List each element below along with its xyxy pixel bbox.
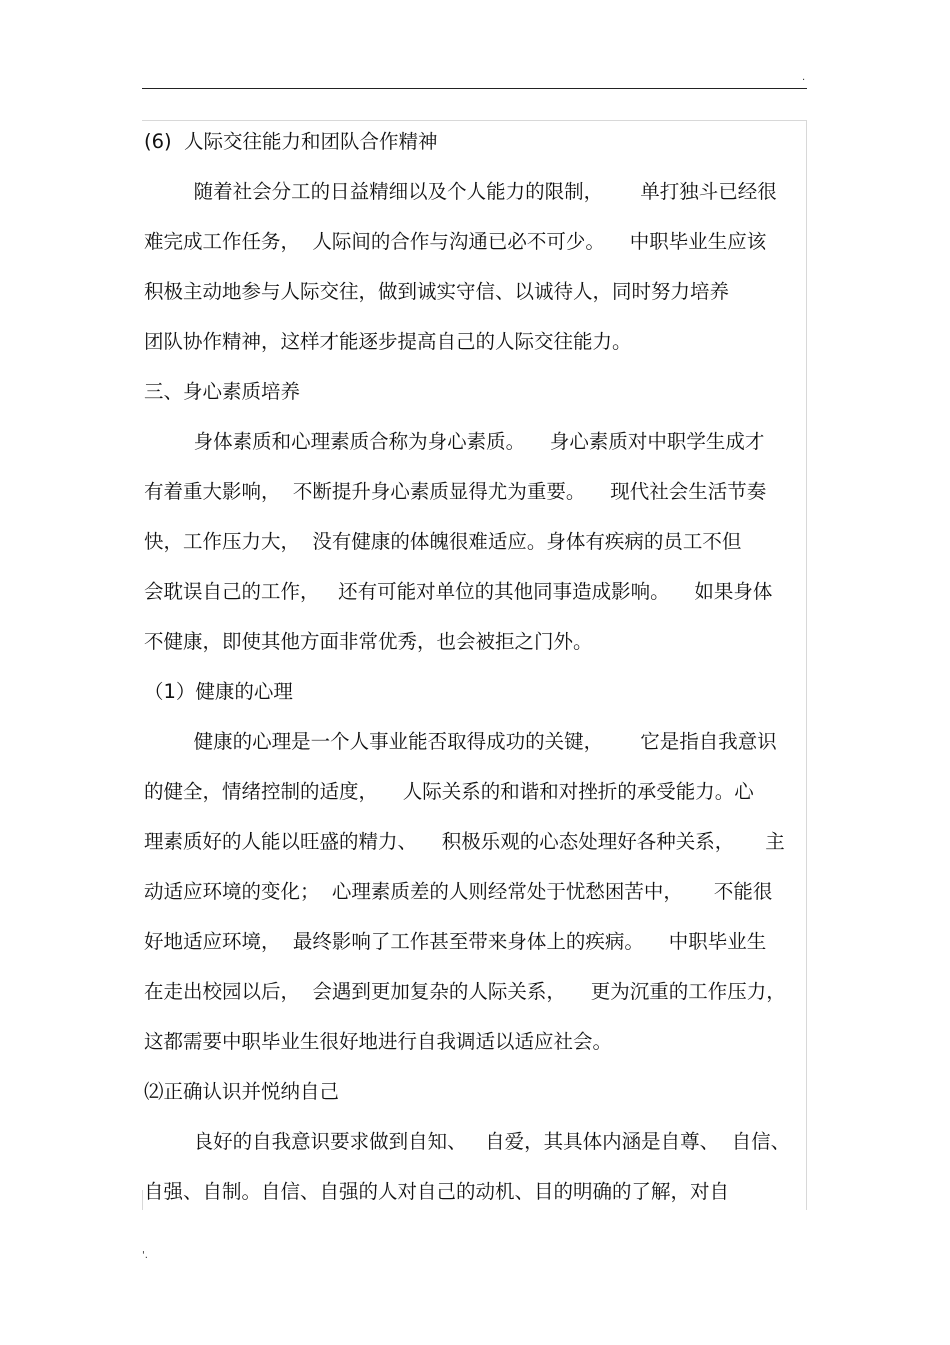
paragraph-line: 难完成工作任务， 人际间的合作与沟通已必不可少。 中职毕业生应该 — [144, 230, 767, 253]
paragraph-line: 快，工作压力大， 没有健康的体魄很难适应。身体有疾病的员工不但 — [144, 530, 742, 553]
paragraph-line: 理素质好的人能以旺盛的精力、 积极乐观的心态处理好各种关系， 主 — [144, 830, 785, 853]
section-heading: 三、身心素质培养 — [144, 380, 301, 403]
paragraph-line: 不健康，即使其他方面非常优秀，也会被拒之门外。 — [144, 630, 593, 653]
frame-right-border — [806, 120, 807, 1210]
paragraph-line: 健康的心理是一个人事业能否取得成功的关键， 它是指自我意识 — [144, 730, 777, 753]
header-dot: . — [802, 72, 806, 83]
paragraph-line: 这都需要中职毕业生很好地进行自我调适以适应社会。 — [144, 1030, 613, 1053]
paragraph-line: 好地适应环境， 最终影响了工作甚至带来身体上的疾病。 中职毕业生 — [144, 930, 767, 953]
paragraph-line: 有着重大影响， 不断提升身心素质显得尤为重要。 现代社会生活节奏 — [144, 480, 767, 503]
paragraph-line: 动适应环境的变化； 心理素质差的人则经常处于忧愁困苦中， 不能很 — [144, 880, 773, 903]
footer-mark: '. — [142, 1250, 148, 1261]
frame-left-border — [142, 1190, 143, 1210]
paragraph-line: 自强、自制。自信、自强的人对自己的动机、目的明确的了解，对自 — [144, 1180, 730, 1203]
paragraph-line: 的健全，情绪控制的适度， 人际关系的和谐和对挫折的承受能力。心 — [144, 780, 754, 803]
heading-interpersonal: (6) 人际交往能力和团队合作精神 — [144, 130, 438, 153]
paragraph-line: 会耽误自己的工作， 还有可能对单位的其他同事造成影响。 如果身体 — [144, 580, 773, 603]
subheading-self-acceptance: ⑵正确认识并悦纳自己 — [144, 1080, 340, 1103]
header-rule — [142, 88, 807, 89]
paragraph-line: 团队协作精神，这样才能逐步提高自己的人际交往能力。 — [144, 330, 632, 353]
document-body — [144, 117, 806, 1217]
paragraph-line: 身体素质和心理素质合称为身心素质。 身心素质对中职学生成才 — [144, 430, 765, 453]
paragraph-line: 在走出校园以后， 会遇到更加复杂的人际关系， 更为沉重的工作压力， — [144, 980, 786, 1003]
paragraph-line: 积极主动地参与人际交往，做到诚实守信、以诚待人，同时努力培养 — [144, 280, 730, 303]
subheading-healthy-mind: （1）健康的心理 — [144, 680, 293, 703]
paragraph-line: 良好的自我意识要求做到自知、 自爱，其具体内涵是自尊、 自信、 — [144, 1130, 791, 1153]
paragraph-line: 随着社会分工的日益精细以及个人能力的限制， 单打独斗已经很 — [144, 180, 777, 203]
